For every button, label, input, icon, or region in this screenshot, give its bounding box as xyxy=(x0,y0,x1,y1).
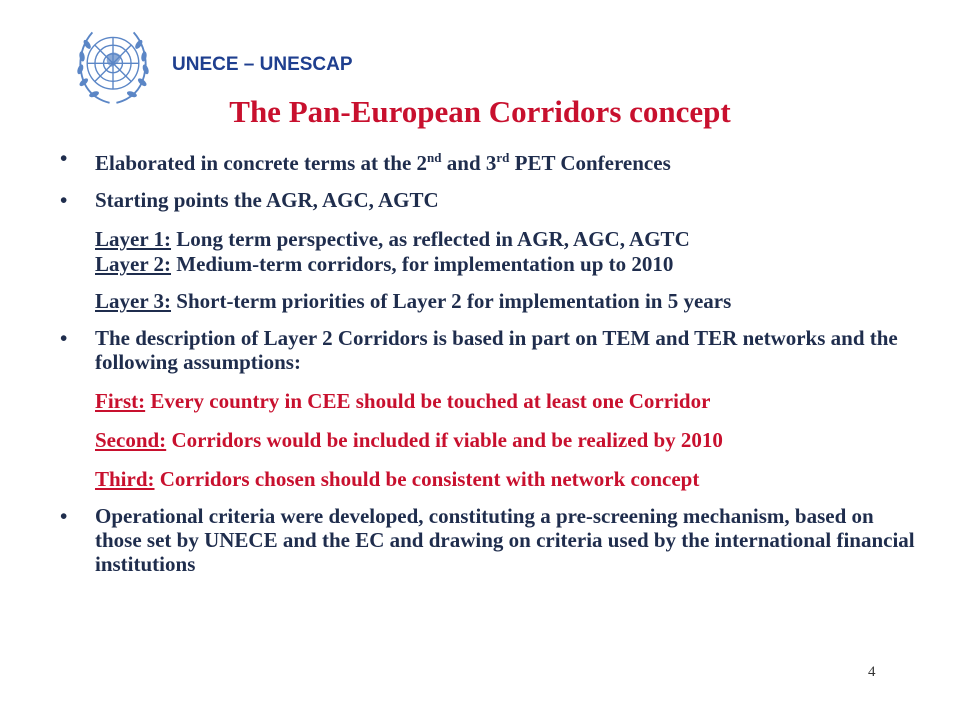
layer-label: Layer 2: xyxy=(95,252,172,276)
assumption-item: First: Every country in CEE should be touched at least one Corridor xyxy=(95,389,711,413)
assumption-item: Third: Corridors chosen should be consistent with network concept xyxy=(95,467,700,491)
bullet-item: • Starting points the AGR, AGC, AGTC xyxy=(60,188,439,212)
organization-name: UNECE – UNESCAP xyxy=(172,54,353,75)
page-number: 4 xyxy=(868,664,876,680)
bullet-dot: • xyxy=(60,146,68,170)
assumption-item: Second: Corridors would be included if viable and be realized by 2010 xyxy=(95,428,723,452)
slide-body xyxy=(60,146,920,576)
assumption-label: First: xyxy=(95,389,146,413)
bullet-dot: • xyxy=(60,188,68,212)
bullet-item: • The description of Layer 2 Corridors is based in part on TEM and TER networks and the following assumptions: xyxy=(60,326,898,374)
layer-item: Layer 1: Long term perspective, as reflected in AGR, AGC, AGTC xyxy=(95,227,690,251)
bullet-item: • Elaborated in concrete terms at the 2nd and 3rd PET Conferences xyxy=(60,146,671,175)
layer-item: Layer 3: Short-term priorities of Layer 2 for implementation in 5 years xyxy=(95,289,732,313)
bullet-item: • Operational criteria were developed, constituting a pre-screening mechanism, based on those set by UNECE and the EC and drawing on criteria used by the international financial institutions xyxy=(60,504,915,576)
layer-item: Layer 2: Medium-term corridors, for implementation up to 2010 xyxy=(95,252,674,276)
bullet-dot: • xyxy=(60,504,68,528)
layer-label: Layer 1: xyxy=(95,227,172,251)
assumption-label: Second: xyxy=(95,428,167,452)
bullet-dot: • xyxy=(60,326,68,350)
layer-label: Layer 3: xyxy=(95,289,172,313)
slide-title: The Pan-European Corridors concept xyxy=(229,94,731,129)
assumption-label: Third: xyxy=(95,467,155,491)
